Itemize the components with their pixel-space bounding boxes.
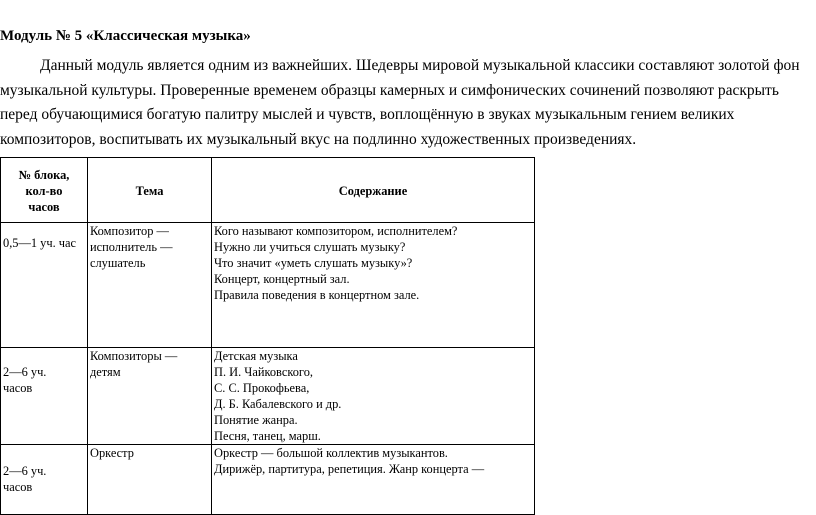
table-row: [1, 348, 535, 445]
content-line: Песня, танец, марш.: [214, 429, 321, 443]
row-hours-text: 0,5—1 уч. час: [3, 236, 77, 250]
row-content: [212, 445, 535, 515]
row-content: [212, 348, 535, 445]
row-hours-text: 2—6 уч. часов: [3, 464, 47, 494]
row-hours: [1, 348, 88, 445]
content-line: Понятие жанра.: [214, 413, 298, 427]
header-content: Содержание: [212, 158, 535, 223]
content-line: Правила поведения в концертном зале.: [214, 288, 420, 302]
row-content: [212, 223, 535, 348]
content-line: Д. Б. Кабалевского и др.: [214, 397, 342, 411]
header-block-hours: № блока, кол-во часов: [1, 158, 88, 223]
row-topic: Композитор — исполнитель — слушатель: [88, 223, 212, 348]
content-line: С. С. Прокофьева,: [214, 381, 310, 395]
row-hours: [1, 223, 88, 348]
table-header-row: [1, 158, 535, 223]
content-line: Детская музыка: [214, 349, 298, 363]
header-topic: Тема: [88, 158, 212, 223]
content-line: Оркестр — большой коллектив музыкантов.: [214, 446, 448, 460]
row-topic: Оркестр: [88, 445, 212, 515]
content-line: Кого называют композитором, исполнителем?: [214, 224, 458, 238]
intro-paragraph-block: [0, 54, 816, 152]
content-line: Что значит «уметь слушать музыку»?: [214, 256, 413, 270]
row-topic: Композиторы — детям: [88, 348, 212, 445]
module-table: [0, 157, 535, 515]
module-title: Модуль № 5 «Классическая музыка»: [0, 28, 251, 44]
row-hours: [1, 445, 88, 515]
content-line: Концерт, концертный зал.: [214, 272, 350, 286]
intro-paragraph: Данный модуль является одним из важнейших. Шедевры мировой музыкальной классики составляют золотой фон музыкальной культуры. Проверенные временем образцы камерных и симфонических сочинений позволяют раскрыть перед обучающимися богатую палитру мыслей и чувств, воплощённую в звуках музыкальным гением великих композиторов, воспитывать их музыкальный вкус на подлинно художественных произведениях.: [0, 57, 800, 148]
table-row: [1, 223, 535, 348]
content-line: Нужно ли учиться слушать музыку?: [214, 240, 406, 254]
table-row: [1, 445, 535, 515]
content-line: П. И. Чайковского,: [214, 365, 313, 379]
row-hours-text: 2—6 уч. часов: [3, 365, 47, 395]
content-line: Дирижёр, партитура, репетиция. Жанр концерта —: [214, 462, 485, 476]
